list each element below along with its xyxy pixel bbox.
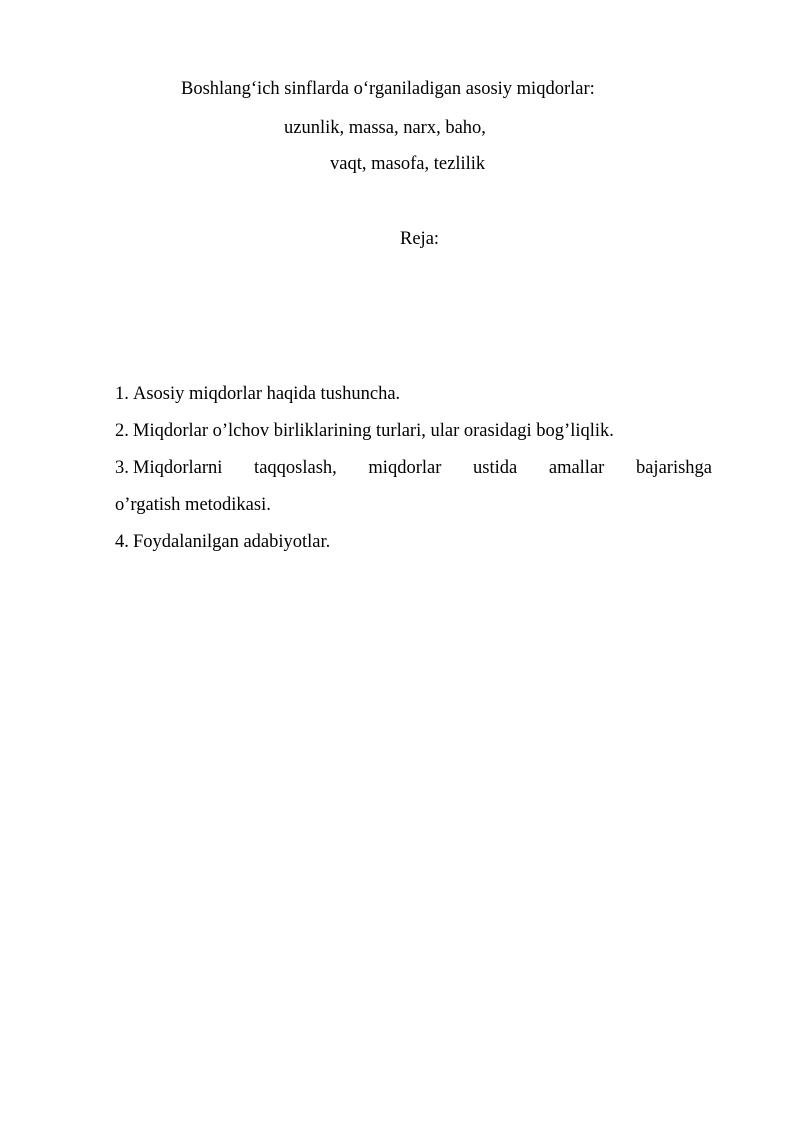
plan-item-2 (115, 413, 712, 450)
plan-item-number: 2. (115, 421, 129, 441)
title-line-2: uzunlik, massa, narx, baho, (284, 118, 486, 138)
plan-heading: Reja: (400, 229, 440, 249)
plan-item-text: Miqdorlar o’lchov birliklarining turlari, ular orasidagi bog’liqlik. (133, 421, 614, 441)
plan-list (115, 376, 712, 561)
title-line-3: vaqt, masofa, tezlilik (330, 154, 486, 174)
plan-item-3-first-line (115, 450, 712, 487)
plan-item-1 (115, 376, 712, 413)
plan-item-4 (115, 524, 712, 561)
plan-item-text: Asosiy miqdorlar haqida tushuncha. (133, 384, 401, 404)
plan-item-number: 3. (115, 458, 129, 478)
plan-item-text: Miqdorlarni taqqoslash, miqdorlar ustida amallar bajarishga (133, 458, 712, 478)
plan-item-text: Foydalanilgan adabiyotlar. (133, 532, 331, 552)
plan-item-continuation: o’rgatish metodikasi. (115, 495, 271, 515)
title-line-1: Boshlang‘ich sinflarda o‘rganiladigan asosiy miqdorlar: (181, 79, 595, 99)
plan-item-number: 1. (115, 384, 129, 404)
plan-item-3 (115, 450, 712, 524)
plan-item-number: 4. (115, 532, 129, 552)
